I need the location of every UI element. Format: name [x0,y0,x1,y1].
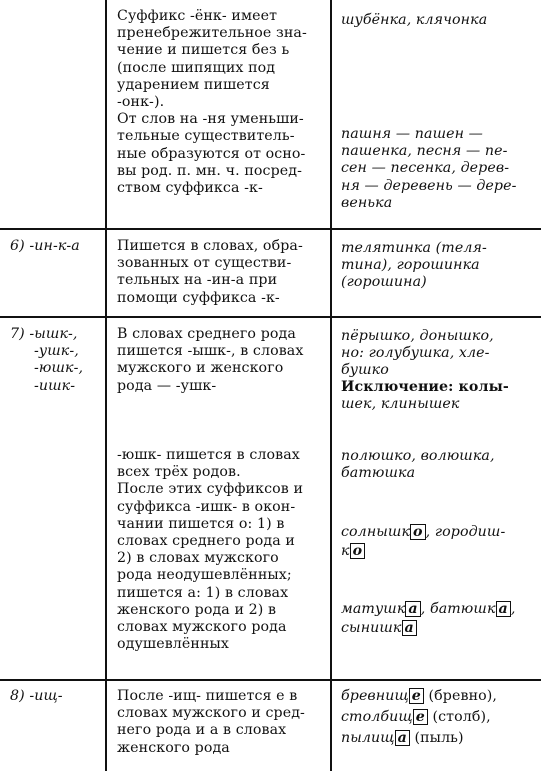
example-stem: столбищ [341,709,413,726]
example-stem: к [341,543,350,560]
ending-box: е [409,688,424,704]
rule-line: (после шипящих под [117,59,276,76]
row2-rule [117,238,303,307]
rule-line: В словах среднего рода [117,326,296,342]
rule-line: пишется -ышк-, в словах [117,343,304,360]
rule-line: суффикса -ишк- в окон- [117,498,296,515]
row3-rule-b [117,447,303,653]
row-divider-1 [0,228,541,230]
rule-line: После этих суффиксов и [117,481,304,498]
example-line [341,620,515,637]
rule-line: одушевлённых [117,636,230,653]
rule-line: словах мужского рода [117,619,287,636]
example-line: батюшка [341,465,416,482]
exception-line: Исключение: колы- [341,379,509,395]
example-stem: , батюшк [420,601,496,617]
example-line: пашенка, песня — пе- [341,143,508,160]
rule-line: -онк-). [117,94,165,111]
example-line: (горошина) [341,274,427,291]
row1-examples-a [341,12,487,29]
example-line: пёрышко, донышко, [341,328,494,344]
example-line: но: голубушка, хле- [341,345,490,362]
rule-line: женского рода и 2) в [117,601,277,618]
example-note: (столб), [427,709,491,726]
rule-line: чение и пишется без ь [117,42,290,59]
row-number: -ушк-, [34,343,79,360]
row2-examples [341,240,487,292]
row3-exception [341,379,509,413]
rule-line: ством суффикса -к- [117,180,263,197]
example-line [341,601,515,618]
example-line [341,524,505,541]
example-line: ня — деревень — дере- [341,177,517,194]
rule-line: 2) в словах мужского [117,550,279,567]
rule-line: рода неодушевлённых; [117,567,292,584]
row-number: 6) -ин-к-а [10,238,80,254]
rule-line: рода — -ушк- [117,377,217,394]
example-stem: бревнищ [341,688,409,704]
example-line [341,543,505,560]
row4-rule [117,688,305,757]
row-number: 7) -ышк-, [10,326,78,342]
row-divider-2 [0,316,541,318]
ending-box: а [395,730,410,746]
column-divider-left [105,0,107,771]
ending-box: о [350,543,366,559]
row-divider-3 [0,679,541,681]
rule-line: мужского и женского [117,360,284,377]
rule-line: ударением пишется [117,76,270,93]
row2-number [10,238,80,255]
rule-line: женского рода [117,739,230,756]
example-stem: пылищ [341,730,395,747]
ending-box: а [402,620,417,636]
ending-box: е [413,709,428,725]
example-line: сен — песенка, дерев- [341,160,510,177]
example-line [341,688,497,705]
rule-line: помощи суффикса -к- [117,289,280,306]
example-stem: , [510,601,516,617]
rule-line: Суффикс -ёнк- имеет [117,8,278,24]
ending-box: о [410,524,426,540]
example-line: полюшко, волюшка, [341,448,495,464]
row3-number [10,326,83,395]
example-line [341,730,497,747]
example-line: шубёнка, клячонка [341,12,488,28]
rule-line: всех трёх родов. [117,464,241,481]
column-divider-right [330,0,332,771]
rule-line: ные образуются от осно- [117,145,306,162]
example-line: пашня — пашен — [341,126,483,142]
example-line: бушко [341,362,389,379]
row3-examples-d [341,601,515,637]
rule-line: вы род. п. мн. ч. посред- [117,162,303,179]
rule-line: -юшк- пишется в словах [117,447,300,463]
row3-examples-c [341,524,505,560]
rule-line: словах среднего рода и [117,533,295,550]
example-line: венька [341,194,393,211]
rule-line: пренебрежительное зна- [117,25,307,42]
example-line [341,709,497,726]
rule-line: него рода и а в словах [117,722,287,739]
example-note: (бревно), [423,688,498,704]
example-stem: солнышк [341,524,411,540]
row-number: -юшк-, [34,360,84,377]
example-stem: , городиш- [425,524,506,540]
rule-line: чании пишется о: 1) в [117,515,285,532]
row4-examples [341,688,497,748]
row3-rule-a [117,326,303,395]
example-line: тина), горошинка [341,257,480,274]
rule-line: пишется а: 1) в словах [117,584,289,601]
rule-line: От слов на -ня уменьши- [117,111,304,128]
rule-line: словах мужского и сред- [117,705,305,722]
row4-number [10,688,63,705]
example-note: (пыль) [409,730,464,747]
ending-box: а [496,601,511,617]
row1-rule [117,8,307,197]
exception-line: шек, клинышек [341,396,460,413]
rule-line: тельных на -ин-а при [117,272,278,289]
rule-line: После -ищ- пишется е в [117,688,298,704]
example-line: телятинка (теля- [341,240,487,256]
row-number: 8) -ищ- [10,688,63,704]
rule-line: тельные существитель- [117,128,295,145]
row1-examples-b [341,126,517,212]
rule-line: Пишется в словах, обра- [117,238,303,254]
ending-box: а [405,601,420,617]
row3-examples-b [341,448,495,482]
example-stem: сынишк [341,620,402,637]
row-number: -ишк- [34,377,76,394]
row3-examples-a [341,328,494,380]
rule-line: зованных от существи- [117,255,292,272]
example-stem: матушк [341,601,406,617]
